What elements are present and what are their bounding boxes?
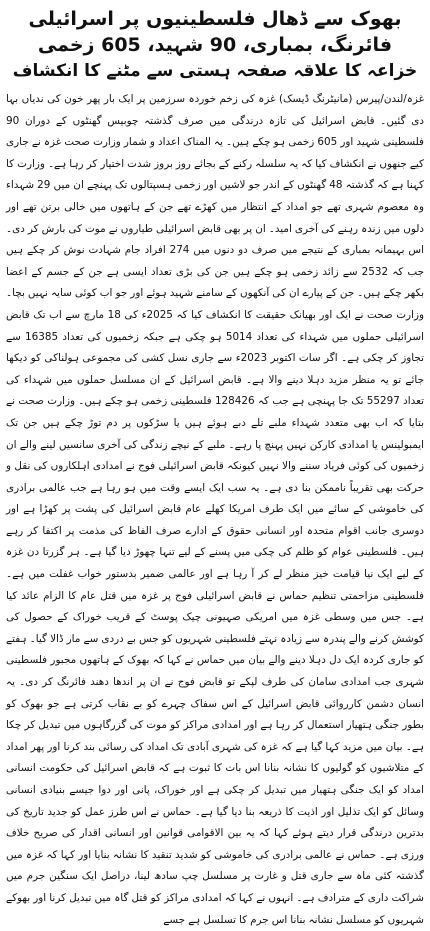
article-subheadline: خزاعہ کا علاقہ صفحہ ہستی سے مٹنے کا انکشاف: [12, 61, 418, 81]
article-body: غزہ/لندن/پیرس (مانیٹرنگ ڈیسک) غزہ کی زخم خوردہ سرزمین پر ایک بار پھر خون کی ندیاں بہا دی گئیں۔ قابض اسرائیل کی تازہ درندگی میں صرف گذشتہ چوبیس گھنٹوں کے دوران 90 فلسطینی شہید اور 605 زخمی ہو چکے ہیں۔ یہ المناک اعداد و شمار وزارت صحت غزہ نے جاری کیے جنھوں نے انکشاف کیا کہ یہ سلسلہ رکنے کے بجائے روز بروز شدت اختیار کر رہا ہے۔ وزارت کا کہنا ہے کہ گذشتہ 48 گھنٹوں کے اندر جو لاشیں اور زخمی ہسپتالوں تک پہنچے ان میں 29 شہداء وہ معصوم شہری تھے جو امداد کے انتظار میں کھڑے تھے جن کے ہاتھوں میں خالی برتن تھے اور دلوں میں زندہ رہنے کی آخری امید۔ ان پر بھی قابض اسرائیلی طیاروں نے موت کی بارش کر دی۔ اس بہیمانہ بمباری کے نتیجے میں صرف دو دنوں میں 274 افراد جام شہادت نوش کر چکے ہیں جب کہ 2532 سے زائد زخمی ہو چکے ہیں جن کی بڑی تعداد ایسی ہے جن کے جسم کے اعضا بکھر چکے ہیں۔ جن کے پیارے ان کی آنکھوں کے سامنے شہید ہوئے اور جو اب کوئی سایہ نہیں بچا۔ وزارت صحت نے ایک اور بھیانک حقیقت کا انکشاف کیا کہ 2025ء کی 18 مارچ سے اب تک قابض اسرائیلی حملوں میں شہداء کی تعداد 5014 ہو چکی ہے جبکہ زخمیوں کی تعداد 16385 سے تجاوز کر چکی ہے۔ اگر سات اکتوبر 2023ء سے جاری نسل کشی کی مجموعی ہولناکی کو دیکھا جائے تو یہ منظر مزید دہلا دینے والا ہے۔ قابض اسرائیل کے ان مسلسل حملوں میں شہداء کی تعداد 55297 تک جا پہنچی ہے جب کہ 128426 فلسطینی زخمی ہو چکے ہیں۔ وزارت صحت نے بتایا کہ اب بھی متعدد شہداء ملبے تلے دبے ہوئے ہیں یا سڑکوں پر دم توڑ چکے ہیں جن تک ایمبولینس یا امدادی کارکن نہیں پہنچ پا رہے۔ ملبے کے نیچے زندگی کی آخری سانسیں لینے والے ان زخمیوں کی کوئی فریاد سننے والا نہیں کیونکہ قابض اسرائیلی فوج نے امدادی اہلکاروں کی نقل و حرکت بھی تقریباً ناممکن بنا دی ہے۔ یہ سب ایک ایسے وقت میں ہو رہا ہے جب عالمی برادری کی خاموشی کے سائے میں ایک طرف امریکا کھلے عام قابض اسرائیل کی پشت پر کھڑا ہے اور دوسری جانب اقوام متحدہ اور انسانی حقوق کے ادارے صرف الفاظ کی مذمت پر اکتفا کر رہے ہیں۔ فلسطینی عوام کو ظلم کی چکی میں پسنے کے لیے تنہا چھوڑ دیا گیا ہے۔ ہر گزرتا دن غزہ کے لیے ایک نیا قیامت خیز منظر لے کر آ رہا ہے اور عالمی ضمیر بدستور خواب غفلت میں ہے۔ فلسطینی مزاحمتی تنظیم حماس نے قابض اسرائیلی فوج پر غزہ میں قتل عام کا الزام عائد کیا ہے۔ جس میں وسطی غزہ میں امریکی صہیونی چیک پوسٹ کے قریب خوراک کے حصول کی کوشش کرنے والے پندرہ سے زیادہ نہتے فلسطینی شہریوں کو جس بے دردی سے مار ڈالا گیا۔ ہفتے کو جاری کردہ ایک دل دہلا دینے والے بیان میں حماس نے کہا کہ بھوک کے ہاتھوں مجبور فلسطینی شہری جب امدادی سامان کی طرف لپکے تو قابض فوج نے ان پر اندھا دھند فائرنگ کر دی۔ یہ انسان دشمن کارروائی قابض اسرائیل کے اس سفاک چہرے کو بے نقاب کرتی ہے جو بھوک کو بطور جنگی ہتھیار استعمال کر رہا ہے اور امدادی مراکز کو موت کی گزرگاہوں میں تبدیل کر چکا ہے۔ بیان میں مزید کہا گیا ہے کہ غزہ کی شہری آبادی تک امداد کی رسائی بند کرنا اور پھر امداد کے متلاشیوں کو گولیوں کا نشانہ بنانا اس بات کا ثبوت ہے کہ قابض اسرائیل کی حکومت انسانی امداد کو ایک جنگی ہتھیار میں تبدیل کر چکی ہے اور خوراک، پانی اور دوا جیسے بنیادی انسانی وسائل کو ایک تذلیل اور اذیت کا ذریعہ بنا دیا گیا ہے۔ حماس نے اس طرز عمل کو جدید تاریخ کی بدترین درندگی قرار دیتے ہوئے کہا کہ یہ بین الاقوامی قوانین اور انسانی اقدار کی صریح خلاف ورزی ہے۔ حماس نے عالمی برادری کی خاموشی کو شدید تنقید کا نشانہ بنایا اور کہا کہ غزہ میں گذشتہ کئی ماہ سے جاری قتل و غارت پر مسلسل چپ سادھ لینا، دراصل ایک سنگین جرم میں شراکت داری کے مترادف ہے۔ انہوں نے کہا کہ امدادی مراکز کو قتل گاہ میں تبدیل کرنا اور بھوکے شہریوں کو مسلسل نشانہ بنانا اس جرم کا تسلسل ہے جسے: [6, 93, 424, 926]
article-headline: بھوک سے ڈھال فلسطینیوں پر اسرائیلی فائرنگ، بمباری، 90 شہید، 605 زخمی: [28, 8, 402, 56]
